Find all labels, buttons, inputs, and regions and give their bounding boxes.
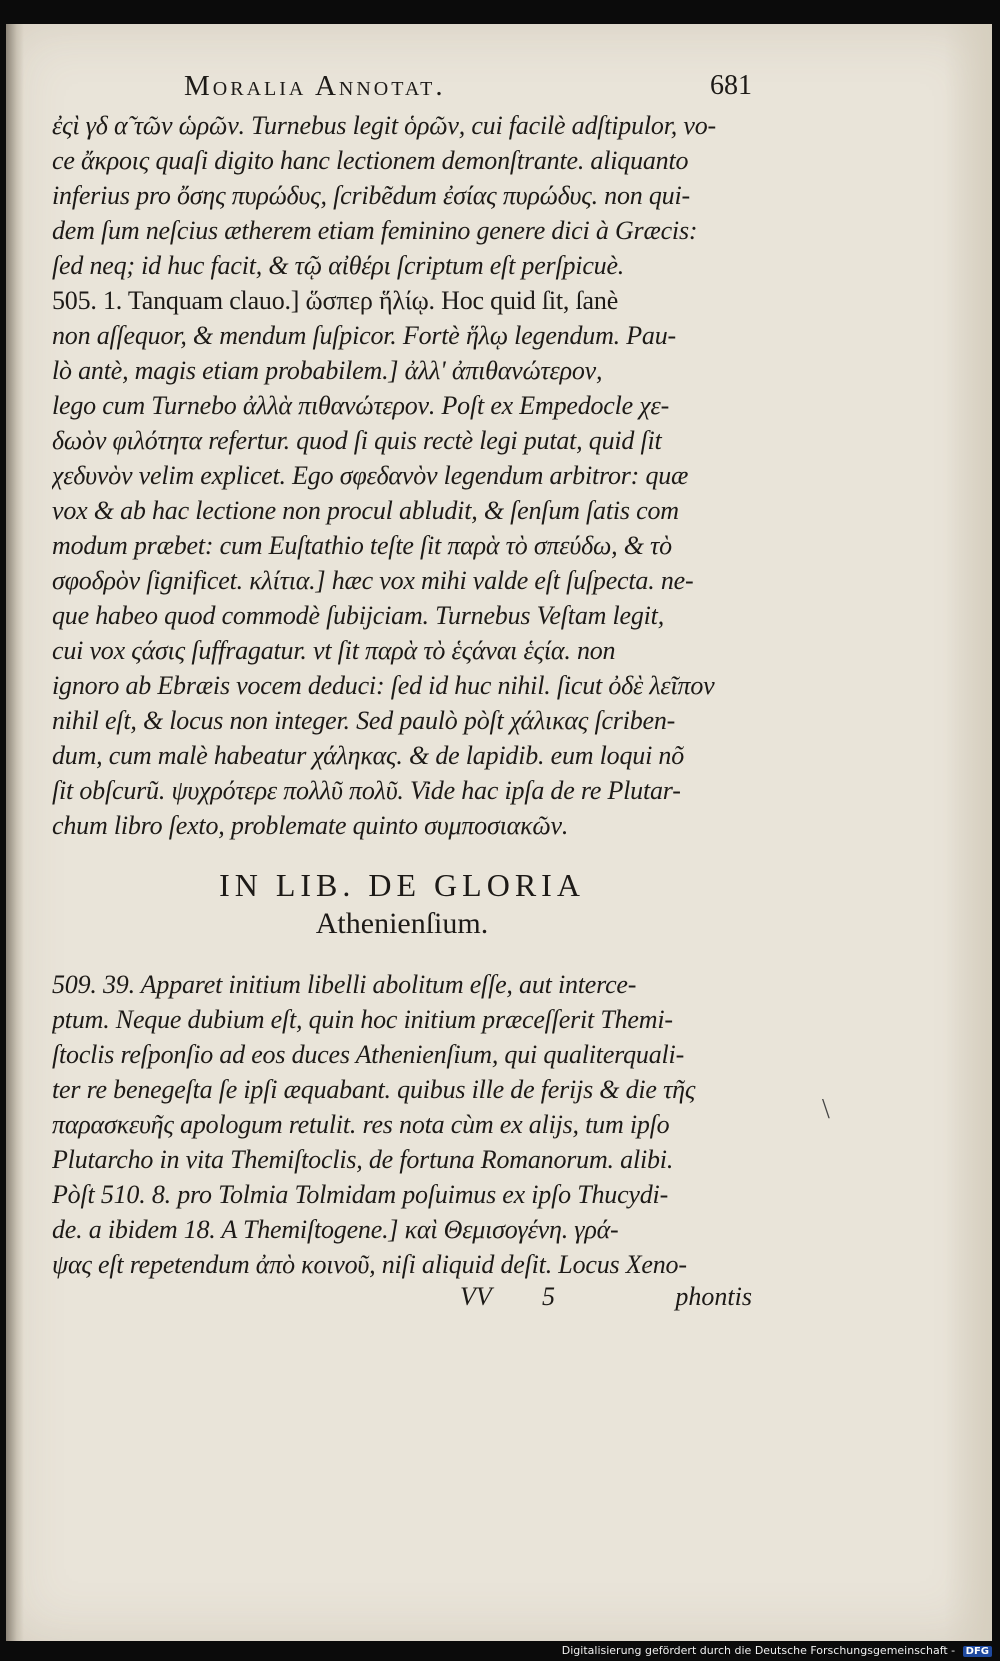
paragraph-2 (52, 283, 752, 843)
dfg-logo-icon: DFG (963, 1646, 992, 1657)
text-line: nihil eſt, & locus non integer. Sed paulò pòſt χάλικας ſcriben- (52, 706, 676, 735)
paragraph-3 (52, 967, 752, 1282)
text-line: Plutarcho in vita Themiſtoclis, de fortuna Romanorum. alibi. (52, 1145, 674, 1174)
text-line: inferius pro ὄσης πυρώδυς, ſcribẽdum ἐσίας πυρώδυς. non qui- (52, 181, 690, 210)
book-page (6, 24, 992, 1641)
text-line: lego cum Turnebo ἀλλὰ πιθανώτερον. Poſt ex Empedocle χε- (52, 391, 670, 420)
page-edge-shadow (944, 24, 992, 1641)
text-line: chum libro ſexto, problemate quinto συμποσιακῶν. (52, 811, 569, 840)
text-line: de. a ibidem 18. A Themiſtogene.] καὶ Θεμισογένη. γρά- (52, 1215, 619, 1244)
page-spine-shadow (6, 24, 24, 1641)
footer-credit-text: Digitalisierung gefördert durch die Deutsche Forschungsgemeinschaft - (561, 1644, 956, 1657)
section-subtitle: Athenienſium. (315, 907, 489, 940)
text-line: ἐςὶ γδ α̃ τῶν ὡρῶν. Turnebus legit ὁρῶν, cui facilè adſtipulor, vo- (52, 111, 716, 140)
signature-mark: VV (460, 1282, 492, 1311)
footer-credit (562, 1644, 992, 1657)
note-505-lead: 505. 1. Tanquam clauo.] ὥσπερ ἥλίῳ. Hoc quid ſit, ſanè (52, 286, 619, 315)
text-line: ter re benegeſta ſe ipſi æquabant. quibus ille de ferijs & die τῆς (52, 1075, 696, 1104)
text-line: ptum. Neque dubium eſt, quin hoc initium præceſſerit Themi- (52, 1005, 673, 1034)
section-title: IN LIB. DE GLORIA (219, 867, 585, 903)
text-line: ſed neq; id huc facit, & τῷ αἰθέρι ſcriptum eſt perſpicuè. (52, 251, 625, 280)
text-line: σφοδρὸν ſignificet. κλίτια.] hæc vox mihi valde eſt ſuſpecta. ne- (52, 566, 694, 595)
text-line: ignoro ab Ebræis vocem deduci: ſed id huc nihil. ſicut ὀδὲ λεῖπον (52, 671, 715, 700)
margin-mark: \ (822, 1094, 830, 1125)
text-line: dum, cum malè habeatur χάληκας. & de lapidib. eum loqui nõ (52, 741, 684, 770)
text-line: ſit obſcurũ. ψυχρότερε πολλῦ πολῦ. Vide hac ipſa de re Plutar- (52, 776, 681, 805)
text-line: cui vox ςάσις ſuffragatur. vt ſit παρὰ τὸ ἑςάναι ἑςία. non (52, 636, 616, 665)
catchword: phontis (675, 1282, 752, 1311)
text-block (52, 64, 752, 1317)
text-line: ψας eſt repetendum ἀπὸ κοινοῦ, niſi aliquid deſit. Locus Xeno- (52, 1250, 687, 1279)
running-title: Moralia Annotat. (184, 70, 446, 102)
text-line: lò antè, magis etiam probabilem.] ἀλλ' ἀπιθανώτερον, (52, 356, 603, 385)
text-line: ce ἄκροις quaſi digito hanc lectionem demonſtrante. aliquanto (52, 146, 689, 175)
paragraph-1 (52, 108, 752, 283)
running-head (52, 64, 752, 108)
text-line: δωὸν φιλότητα refertur. quod ſi quis rectè legi putat, quid ſit (52, 426, 662, 455)
signature-line (52, 1282, 752, 1317)
text-line: non aſſequor, & mendum ſuſpicor. Fortè ἥλῳ legendum. Pau- (52, 321, 676, 350)
text-line: ſtoclis reſponſio ad eos duces Athenienſium, qui qualiterquali- (52, 1040, 685, 1069)
page-number: 681 (710, 70, 752, 101)
text-line: Pòſt 510. 8. pro Tolmia Tolmidam poſuimus ex ipſo Thucydi- (52, 1180, 669, 1209)
text-line: que habeo quod commodè ſubijciam. Turnebus Veſtam legit, (52, 601, 665, 630)
text-line: 509. 39. Apparet initium libelli abolitum eſſe, aut interce- (52, 970, 637, 999)
text-line: vox & ab hac lectione non procul abludit, & ſenſum ſatis com (52, 496, 679, 525)
text-line: modum præbet: cum Euſtathio teſte ſit παρὰ τὸ σπεύδω, & τὸ (52, 531, 672, 560)
text-line: παρασκευῆς apologum retulit. res nota cùm ex alijs, tum ipſo (52, 1110, 670, 1139)
text-line: χεδυνὸν velim explicet. Ego σφεδανὸν legendum arbitror: quæ (52, 461, 689, 490)
text-line: dem ſum neſcius ætherem etiam feminino genere dici à Græcis: (52, 216, 698, 245)
signature-number: 5 (542, 1282, 555, 1311)
